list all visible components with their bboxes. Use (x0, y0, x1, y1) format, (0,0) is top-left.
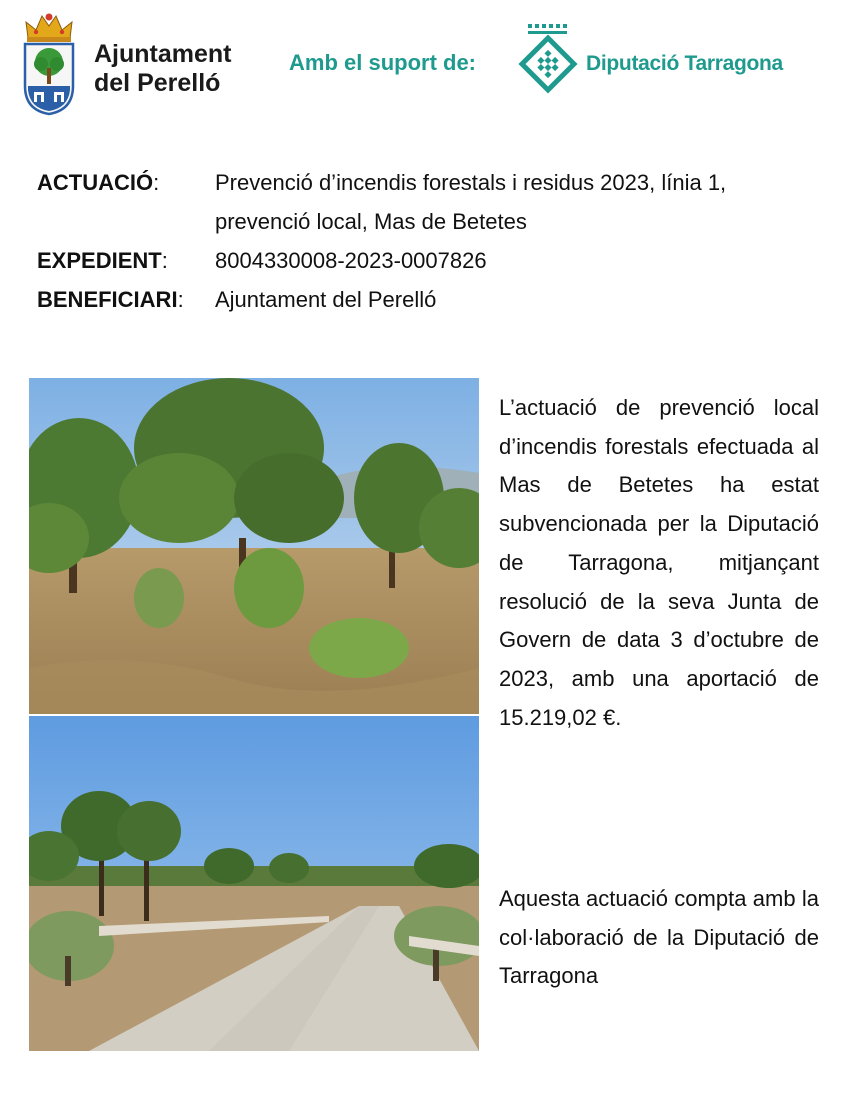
ajuntament-name-line1: Ajuntament (94, 40, 232, 68)
support-label: Amb el suport de: (289, 50, 477, 75)
ajuntament-crest-logo (22, 8, 76, 116)
ajuntament-name (94, 40, 232, 98)
info-label-expedient: EXPEDIENT: (37, 248, 168, 273)
diputacio-name: Diputació Tarragona (586, 52, 783, 75)
ajuntament-name-line2: del Perelló (94, 69, 221, 97)
info-row-expedient (37, 241, 825, 280)
info-label-beneficiari: BENEFICIARI: (37, 287, 184, 312)
collaboration-paragraph: Aquesta actuació compta amb la col·laboració de la Diputació de Tarragona (499, 886, 819, 989)
description-paragraph: L’actuació de prevenció local d’incendis forestals efectuada al Mas de Betetes ha estat subvencionada per la Diputació de Tarragona, mitjançant resolució de la seva Junta de Govern de data 3 d’octubre de 2023, amb una aportació de 15.219,02 €. (499, 395, 819, 730)
info-row-beneficiari (37, 280, 825, 319)
info-label-actuacio: ACTUACIÓ: (37, 170, 160, 195)
photo-rural-road (29, 716, 479, 1051)
project-info (37, 163, 825, 319)
info-row-actuacio (37, 163, 825, 241)
info-value-beneficiari: Ajuntament del Perelló (215, 287, 437, 312)
photo-pine-forest (29, 378, 479, 714)
info-value-actuacio: Prevenció d’incendis forestals i residus 2023, línia 1, prevenció local, Mas de Betetes (215, 170, 727, 234)
info-value-expedient: 8004330008-2023-0007826 (215, 248, 487, 273)
diputacio-tarragona-logo (518, 22, 578, 94)
